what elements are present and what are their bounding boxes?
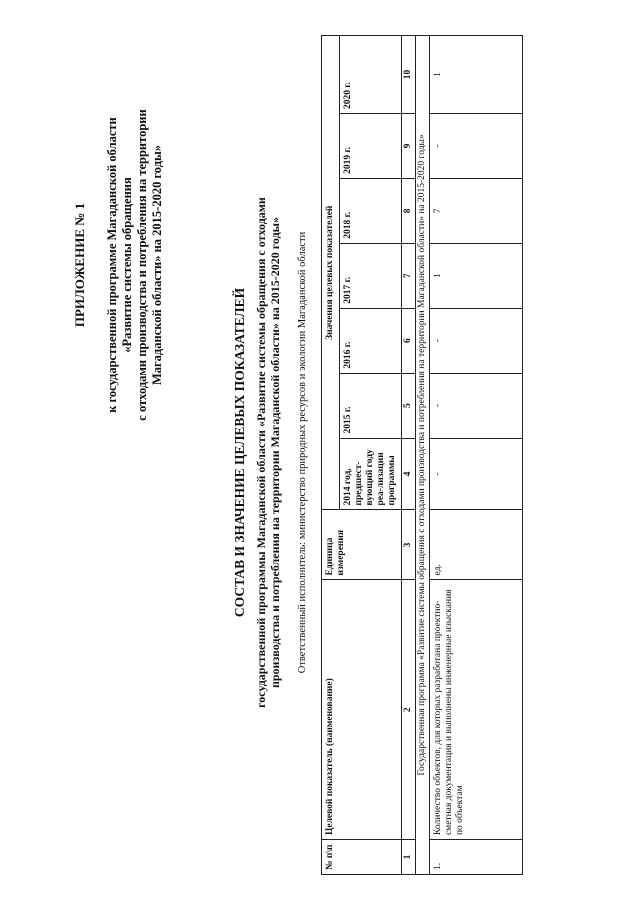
column-index-row xyxy=(402,36,416,875)
header-num: № п\п xyxy=(322,840,402,875)
subtitle-line: государственной программы Магаданской области «Развитие системы обращения с отходами xyxy=(254,197,268,708)
row-value: 7 xyxy=(430,178,523,243)
targets-table xyxy=(321,35,523,875)
column-index: 2 xyxy=(402,580,416,840)
header-indicator: Целевой показатель (наименование) xyxy=(322,580,402,840)
row-value: 1 xyxy=(430,243,523,308)
subtitle-line: производства и потребления на территории Магаданской области» на 2015-2020 годы» xyxy=(268,216,282,689)
header-values-group: Значения целевых показателей xyxy=(322,36,340,510)
row-indicator: Количество объектов, для которых разработана проектно-сметная документация и выполнены инженерные изыскания по объектам xyxy=(430,580,523,840)
row-value: - xyxy=(430,438,523,510)
header-year: 2017 г. xyxy=(340,243,402,308)
column-index: 6 xyxy=(402,308,416,373)
column-index: 1 xyxy=(402,840,416,875)
header-year: 2016 г. xyxy=(340,308,402,373)
header-year: 2020 г. xyxy=(340,36,402,114)
column-index: 4 xyxy=(402,438,416,510)
row-value: 1 xyxy=(430,36,523,114)
appendix-line: к государственной программе Магаданской области xyxy=(105,117,119,413)
program-subtitle xyxy=(254,70,282,835)
column-index: 3 xyxy=(402,510,416,580)
row-value: - xyxy=(430,373,523,438)
column-index: 7 xyxy=(402,243,416,308)
appendix-block xyxy=(72,65,165,465)
appendix-line: Магаданской области» на 2015-2020 годы» xyxy=(150,144,164,386)
table-row xyxy=(430,36,523,875)
column-index: 10 xyxy=(402,36,416,114)
appendix-line: «Развитие системы обращения xyxy=(120,177,134,353)
column-index: 9 xyxy=(402,113,416,178)
header-year: 2019 г. xyxy=(340,113,402,178)
header-year: 2018 г. xyxy=(340,178,402,243)
appendix-title: ПРИЛОЖЕНИЕ № 1 xyxy=(72,202,87,328)
responsible-executor: Ответственный исполнитель: министерство природных ресурсов и экологии Магаданской области xyxy=(297,231,308,674)
column-index: 5 xyxy=(402,373,416,438)
page-title: СОСТАВ И ЗНАЧЕНИЕ ЦЕЛЕВЫХ ПОКАЗАТЕЛЕЙ xyxy=(232,287,247,618)
row-value: - xyxy=(430,308,523,373)
program-row xyxy=(416,36,430,875)
header-base-year: 2014 год, предшест-вующий году реа-лизации программы xyxy=(340,438,402,510)
row-num: 1. xyxy=(430,840,523,875)
table-header-row xyxy=(322,36,340,875)
row-unit: ед. xyxy=(430,510,523,580)
row-value: - xyxy=(430,113,523,178)
appendix-line: с отходами производства и потребления на территории xyxy=(135,109,149,421)
column-index: 8 xyxy=(402,178,416,243)
header-unit: Единица измерения xyxy=(322,510,402,580)
header-year: 2015 г. xyxy=(340,373,402,438)
program-name: Государственная программа «Развитие системы обращения с отходами производства и потребления на территории Магаданской области» на 2015-2020 годы» xyxy=(416,36,430,875)
